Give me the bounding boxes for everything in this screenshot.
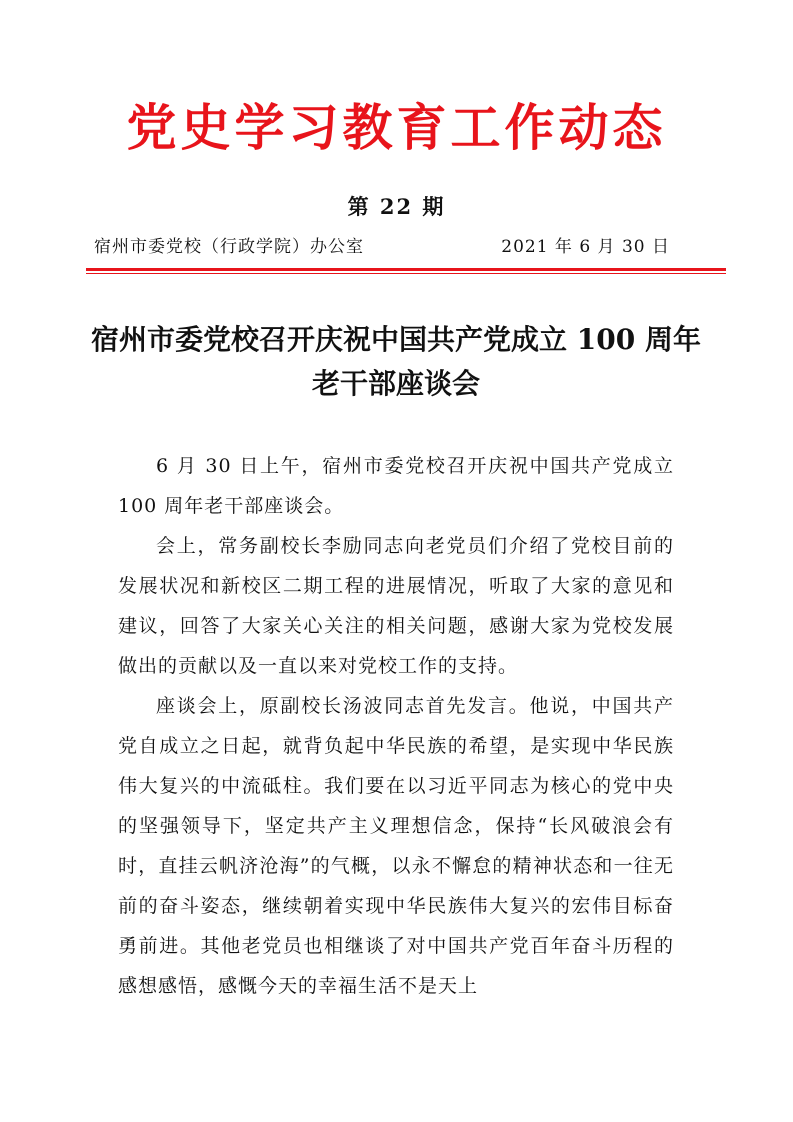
issue-number: 第 22 期 (347, 194, 446, 219)
meta-row (94, 232, 670, 262)
masthead-title: 党史学习教育工作动态 (126, 98, 667, 157)
issue-date: 2021 年 6 月 30 日 (501, 237, 670, 257)
paragraph-2: 会上，常务副校长李励同志向老党员们介绍了党校目前的发展状况和新校区二期工程的进展情况，听取了大家的意见和建议，回答了大家关心关注的相关问题，感谢大家为党校发展做出的贡献以及一直以来对党校工作的支持。 (118, 535, 674, 677)
article-headline (90, 318, 702, 406)
article-body (118, 446, 674, 1006)
paragraph-1: 6 月 30 日上午，宿州市委党校召开庆祝中国共产党成立 100 周年老干部座谈会。 (118, 455, 674, 517)
issuing-office: 宿州市委党校（行政学院）办公室 (94, 237, 364, 257)
red-divider-thin (86, 273, 726, 274)
headline-line-2: 老干部座谈会 (311, 367, 480, 400)
red-divider-thick (86, 268, 726, 271)
headline-line-1: 宿州市委党校召开庆祝中国共产党成立 100 周年 (91, 323, 701, 356)
paragraph-3: 座谈会上，原副校长汤波同志首先发言。他说，中国共产党自成立之日起，就背负起中华民族的希望，是实现中华民族伟大复兴的中流砥柱。我们要在以习近平同志为核心的党中央的坚强领导下，坚定共产主义理想信念，保持“长风破浪会有时，直挂云帆济沧海”的气概，以永不懈怠的精神状态和一往无前的奋斗姿态，继续朝着实现中华民族伟大复兴的宏伟目标奋勇前进。其他老党员也相继谈了对中国共产党百年奋斗历程的感想感悟，感慨今天的幸福生活不是天上 (118, 695, 674, 997)
